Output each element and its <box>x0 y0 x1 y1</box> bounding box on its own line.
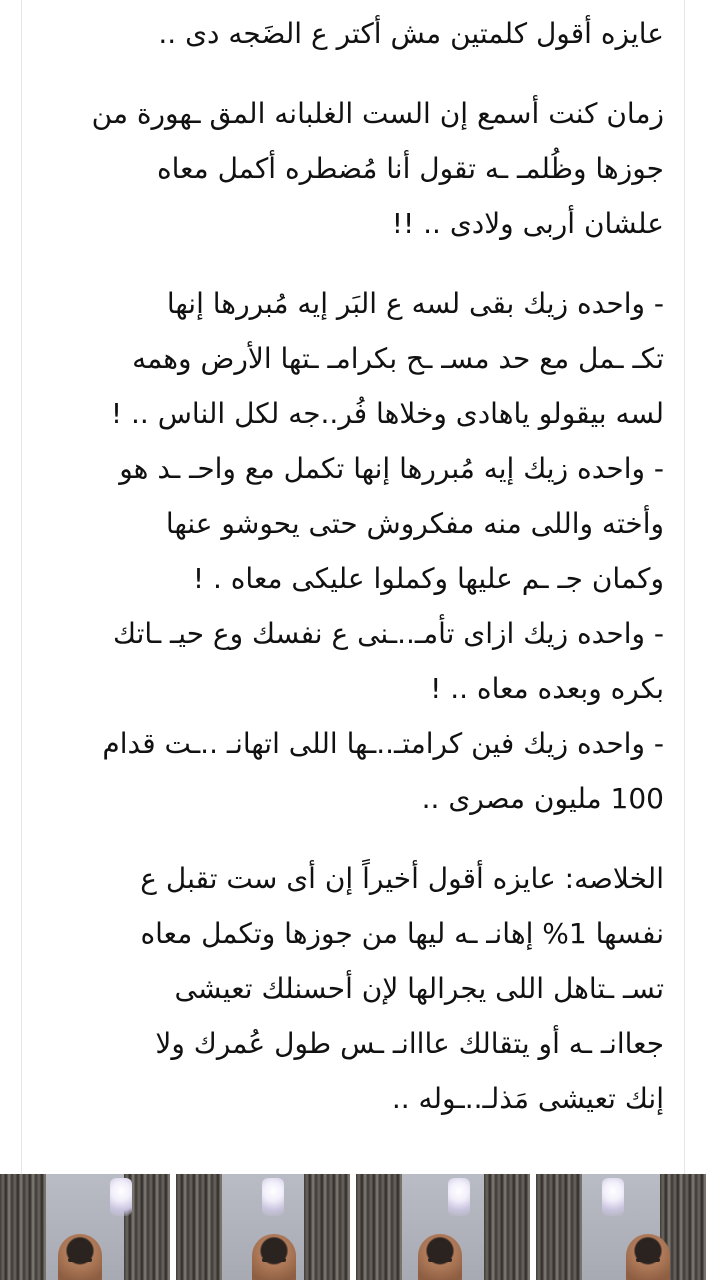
text-line: عايزه أقول كلمتين مش أكتر ع الضَجه دى .. <box>158 17 664 50</box>
text-line: تكـ ـمل مع حد مسـ ـح بكرامـ ـتها الأرض وهمه <box>132 342 664 375</box>
text-line: علشان أربى ولادى .. !! <box>391 207 664 240</box>
photo-thumbnail[interactable] <box>356 1174 530 1280</box>
photo-thumbnail[interactable] <box>536 1174 706 1280</box>
lamp-glow <box>602 1178 624 1216</box>
lamp-glow <box>262 1178 284 1216</box>
photo-strip[interactable] <box>0 1174 706 1280</box>
text-line: وأخته واللى منه مفكروش حتى يحوشو عنها <box>165 507 664 540</box>
text-line: إنك تعيشى مَذلـ..ـوله .. <box>391 1082 664 1115</box>
text-line: - واحده زيك ازاى تأمـ..ـنى ع نفسك وع حيـ ـاتك <box>113 617 664 650</box>
text-line: 100 مليون مصرى .. <box>421 782 664 815</box>
text-line: الخلاصه: عايزه أقول أخيراً إن أى ست تقبل ع <box>140 862 664 895</box>
lamp-glow <box>448 1178 470 1216</box>
curtain-right <box>484 1174 530 1280</box>
post-text <box>40 6 664 1166</box>
curtain-left <box>176 1174 222 1280</box>
paragraph-gap <box>40 251 664 276</box>
photo-thumbnail[interactable] <box>176 1174 350 1280</box>
text-line: تسـ ـتاهل اللى يجرالها لإن أحسنلك تعيشى <box>174 972 664 1005</box>
text-line: جوزها وظُلمـ ـه تقول أنا مُضطره أكمل معاه <box>156 152 664 185</box>
curtain-left <box>356 1174 402 1280</box>
text-line: زمان كنت أسمع إن الست الغلبانه المق ـهورة من <box>91 97 664 130</box>
text-line: بكره وبعده معاه .. ! <box>430 672 664 705</box>
person-photo-icon <box>252 1234 296 1280</box>
text-line: - واحده زيك فين كرامتـ..ـها اللى اتهانـ ..ـت قدام <box>102 727 664 760</box>
curtain-right <box>304 1174 350 1280</box>
lamp-glow <box>110 1178 132 1216</box>
right-divider <box>684 0 685 1174</box>
curtain-left <box>536 1174 582 1280</box>
paragraph-gap <box>40 826 664 851</box>
curtain-left <box>0 1174 46 1280</box>
paragraph-past <box>40 86 664 251</box>
person-photo-icon <box>626 1234 670 1280</box>
paragraph-questions <box>40 276 664 826</box>
text-line: جعاانـ ـه أو يتقالك عااانـ ـس طول عُمرك ولا <box>155 1027 664 1060</box>
paragraph-intro <box>40 6 664 61</box>
text-line: وكمان جـ ـم عليها وكملوا عليكى معاه . ! <box>192 562 664 595</box>
paragraph-gap <box>40 61 664 86</box>
left-divider <box>21 0 22 1174</box>
person-photo-icon <box>58 1234 102 1280</box>
text-line: نفسها 1% إهانـ ـه ليها من جوزها وتكمل معاه <box>140 917 664 950</box>
text-line: - واحده زيك إيه مُبررها إنها تكمل مع واحـ ـد هو <box>119 452 664 485</box>
photo-thumbnail[interactable] <box>0 1174 170 1280</box>
person-photo-icon <box>418 1234 462 1280</box>
paragraph-conclusion <box>40 851 664 1126</box>
text-line: لسه بيقولو ياهادى وخلاها فُر..جه لكل الناس .. ! <box>110 397 664 430</box>
text-line: - واحده زيك بقى لسه ع البَر إيه مُبررها إنها <box>166 287 664 320</box>
